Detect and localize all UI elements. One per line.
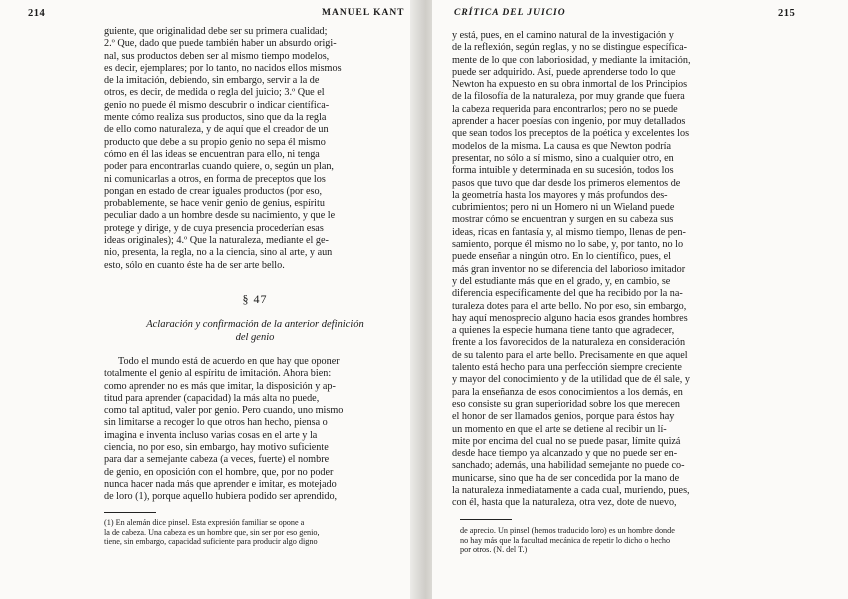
text-line: eso consiste su gran superioridad sobre los que merecen: [452, 398, 681, 410]
text-line: peculiar dado a un hombre desde su nacimiento, y que le: [104, 210, 336, 222]
text-line: mostrar cómo se encuentran y surgen en su cabeza sus: [452, 214, 674, 226]
text-line: y está, pues, en el camino natural de la investigación y: [452, 30, 674, 41]
text-line: ideas, ricas en fantasía y, al mismo tiempo, llenas de pen-: [452, 226, 686, 238]
text-line: 2.º Que, dado que puede también haber un absurdo origi-: [104, 38, 337, 50]
text-line: sin limitarse a recoger lo que otros han hecho, piensa o: [104, 417, 328, 429]
footnote-rule: [104, 512, 156, 513]
text-line: nio, presenta, la regla, no a la ciencia, sino al arte, y aun: [104, 247, 333, 259]
left-running-head: MANUEL KANT: [322, 8, 405, 18]
footnote-line: de aprecio. Un pinsel (hemos traducido loro) es un hombre donde: [460, 526, 675, 535]
right-running-head: CRÍTICA DEL JUICIO: [454, 8, 566, 18]
text-line: pasos que tuvo que dar desde los primeros elementos de: [452, 177, 681, 189]
section-title: [104, 318, 406, 344]
text-line: esto, sólo en cuanto éste ha de ser arte bello.: [104, 259, 285, 271]
text-line: otros, es decir, de medida o regla del juicio; 3.º Que el: [104, 87, 325, 99]
text-line: Todo el mundo está de acuerdo en que hay que oponer: [118, 356, 340, 367]
text-line: de la imitación, debiendo, sin embargo, servir a la de: [104, 75, 320, 87]
text-line: y del estudiante más que en el grado, y, en cambio, se: [452, 275, 671, 287]
right-footnote: [460, 526, 806, 555]
text-line: de loro (1), porque aquello hubiera podido ser aprendido,: [104, 491, 338, 503]
text-line: de su talento para el arte bello. Precisamente en que aquel: [452, 349, 688, 361]
text-line: sanchado; además, una habilidad semejante no puede co-: [452, 460, 685, 472]
text-line: y mayor del conocimiento y de la utilidad que de él sale, y: [452, 374, 690, 386]
footnote-line: no hay más que la facultad mecánica de repetir lo dicho o hecho: [460, 535, 671, 545]
text-line: la naturaleza inmediatamente a cada cual, muriendo, pues,: [452, 484, 690, 496]
text-line: presentar, no sólo a sí mismo, sino a cualquier otro, en: [452, 152, 674, 164]
text-line: genio no puede él mismo descubrir o indicar científica-: [104, 99, 330, 111]
text-line: es decir, ejemplares; por lo tanto, no nacidos ellos mismos: [104, 62, 342, 74]
text-line: que sean todos los preceptos de la poética y excelentes los: [452, 128, 690, 140]
text-line: hay aquí menosprecio alguno hacia esos grandes hombres: [452, 312, 688, 324]
text-line: más gran inventor no se diferencia del laborioso imitador: [452, 263, 686, 275]
text-line: totalmente el genio al espíritu de imitación. Ahora bien:: [104, 368, 332, 380]
text-line: cómo en él las ideas se encuentran para ello, ni tenga: [104, 148, 320, 160]
text-line: para la enseñanza de esos conocimientos a los demás, en: [452, 386, 683, 398]
text-line: desde hace tiempo ya alcanzado y que no puede ser en-: [452, 448, 678, 460]
left-section-body: [104, 356, 406, 504]
text-line: diferencia específicamente del que ha recibido por la na-: [452, 288, 683, 300]
text-line: samiento, porque él mismo no lo sabe, y, por tanto, no lo: [452, 239, 684, 251]
right-page: [432, 0, 848, 599]
text-line: de ello como naturaleza, y de aquí que el creador de un: [104, 124, 329, 136]
text-line: probablemente, se hace venir genio de genius, espíritu: [104, 198, 325, 210]
text-line: puede ser adquirido. Así, puede aprenderse todo lo que: [452, 66, 676, 78]
text-line: modelos de la misma. La causa es que Newton podría: [452, 140, 671, 152]
text-line: el honor de ser llamados genios, porque para éstos hay: [452, 411, 675, 423]
text-line: turaleza dotes para el arte bello. No por eso, sin embargo,: [452, 300, 687, 312]
text-line: de genio, en oposición con el hombre, que, por no poder: [104, 466, 334, 478]
text-line: de la reflexión, según reglas, y no se distingue específica-: [452, 42, 688, 54]
text-line: ni comunicarlas a otros, en forma de preceptos que los: [104, 173, 326, 185]
right-body-text: [452, 30, 804, 510]
text-line: puede enseñar a ningún otro. En lo científico, pues, el: [452, 251, 671, 263]
text-line: ciencia, no por eso, sin embargo, hay motivo suficiente: [104, 442, 329, 454]
footnote-rule: [460, 519, 512, 520]
text-line: pongan en estado de crear iguales productos (por eso,: [104, 185, 323, 197]
text-line: producto que debe a su propio genio no sepa él mismo: [104, 136, 326, 148]
text-line: aprender a hacer poesías con ingenio, por muy detallados: [452, 116, 686, 128]
left-footnote: [104, 518, 406, 547]
text-line: municarse, sino que ha de ser concedida por la mano de: [452, 472, 680, 484]
text-line: mente de lo que con laboriosidad, y mediante la imitación,: [452, 54, 691, 66]
text-line: mite por encima del cual no se puede pasar, límite quizá: [452, 435, 681, 447]
right-page-number: 215: [778, 8, 796, 19]
text-line: la geometría hasta los mayores y más profundos des-: [452, 189, 668, 201]
section-number: § 47: [242, 292, 268, 306]
text-line: nunca hacer nada más que aprender e imitar, es motejado: [104, 478, 337, 490]
text-line: protege y dirige, y de cuya presencia procederían esas: [104, 222, 324, 234]
text-line: forma intuible y determinada en su sucesión, todos los: [452, 165, 674, 177]
text-line: un momento en que el arte se detiene al recibir un lí-: [452, 423, 667, 435]
left-page-number: 214: [28, 8, 46, 19]
text-line: de la filosofía de la naturaleza, por muy grande que fuera: [452, 91, 685, 103]
section-title-line: Aclaración y confirmación de la anterior definición: [146, 319, 364, 330]
text-line: imagina e inventa incluso varias cosas en el arte y la: [104, 429, 318, 441]
text-line: talento está hecho para una perfección siempre creciente: [452, 362, 682, 374]
text-line: con él, hasta que la naturaleza, otra vez, dote de nuevo,: [452, 497, 677, 509]
text-line: la cabeza requerida para encontrarlos; pero no se puede: [452, 103, 678, 115]
text-line: cubrimientos; pero ni un Homero ni un Wieland puede: [452, 202, 675, 214]
text-line: como aprender no es más que imitar, la disposición y ap-: [104, 380, 336, 392]
text-line: como tal aptitud, valer por genio. Pero cuando, uno mismo: [104, 405, 344, 417]
left-top-text: [104, 26, 406, 272]
footnote-line: la de cabeza. Una cabeza es un hombre que, sin ser por eso genio,: [104, 527, 320, 537]
footnote-line: tiene, sin embargo, capacidad suficiente para producir algo digno: [104, 537, 318, 547]
text-line: nal, sus productos deben ser al mismo tiempo modelos,: [104, 50, 330, 62]
text-line: ideas originales); 4.º Que la naturaleza, mediante el ge-: [104, 235, 329, 247]
section-title-line: del genio: [235, 332, 275, 343]
text-line: Newton ha expuesto en su obra inmortal de los Principios: [452, 79, 688, 91]
text-line: poder para encontrarlas cuando quiere, o, según un plan,: [104, 161, 334, 173]
footnote-line: (1) En alemán dice pinsel. Esta expresión familiar se opone a: [104, 518, 305, 527]
footnote-line: por otros. (N. del T.): [460, 545, 528, 555]
left-page: [0, 0, 416, 599]
text-line: guiente, que originalidad debe ser su primera cualidad;: [104, 26, 328, 37]
text-line: titud para aprender (capacidad) la más alta no puede,: [104, 392, 320, 404]
text-line: para dar a semejante cabeza (a veces, fuerte) el nombre: [104, 454, 330, 466]
text-line: mente cómo realiza sus productos, sino que da la regla: [104, 112, 327, 124]
text-line: a quienes la especie humana tiene tanto que agradecer,: [452, 325, 675, 337]
text-line: frente a los favorecidos de la naturaleza en consideración: [452, 337, 686, 349]
